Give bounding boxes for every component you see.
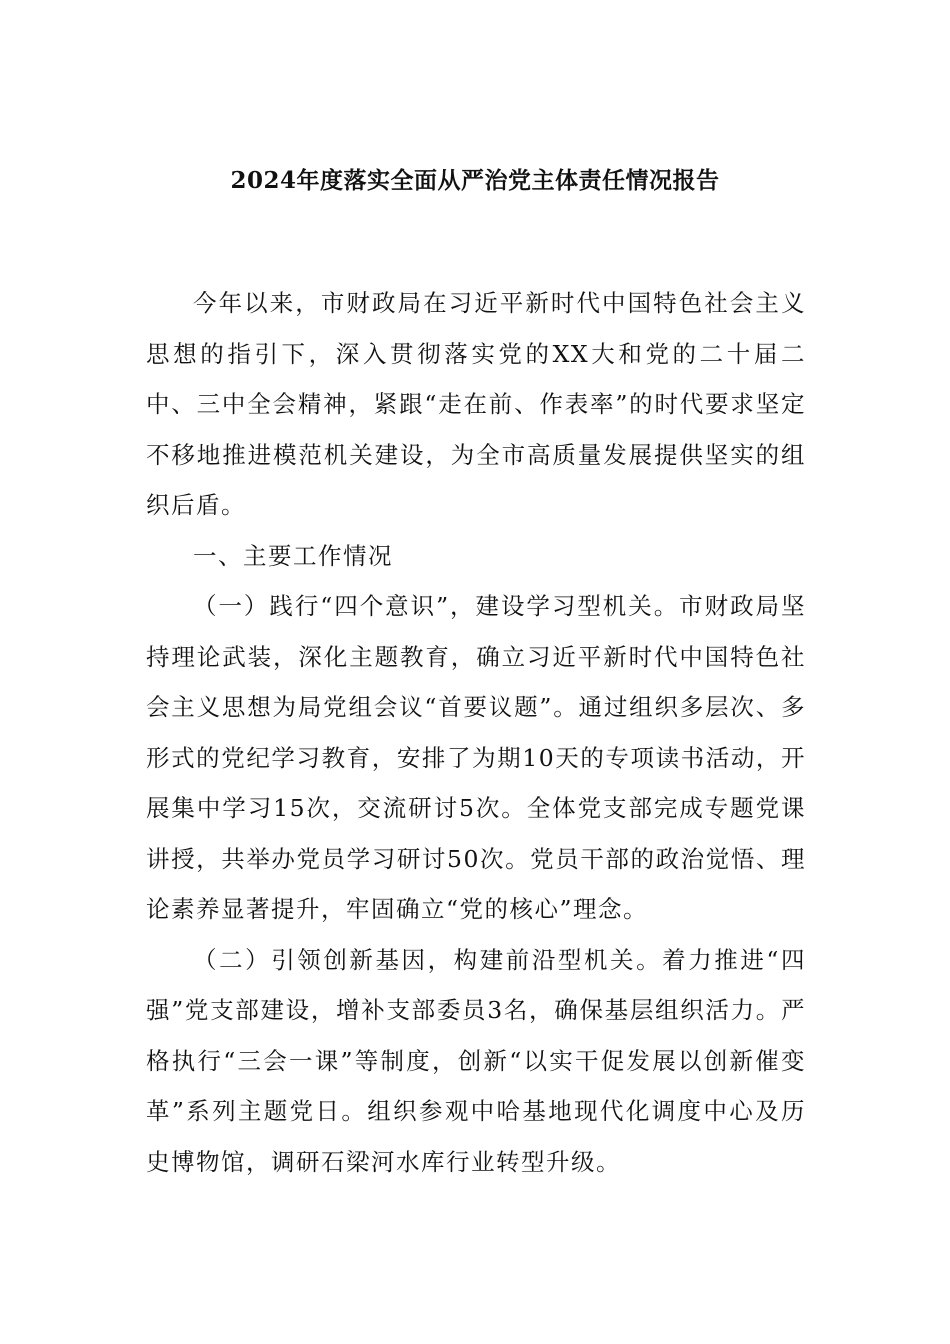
document-title: 2024年度落实全面从严治党主体责任情况报告 (230, 167, 720, 194)
subsection-paragraph-1: （一）践行“四个意识”，建设学习型机关。市财政局坚持理论武装，深化主题教育，确立习近平新时代中国特色社会主义思想为局党组会议“首要议题”。通过组织多层次、多形式的党纪学习教育，安排了为期10天的专项读书活动，开展集中学习15次，交流研讨5次。全体党支部完成专题党课讲授，共举办党员学习研讨50次。党员干部的政治觉悟、理论素养显著提升，牢固确立“党的核心”理念。 (146, 592, 806, 923)
document-body (146, 278, 806, 1187)
section-heading: 一、主要工作情况 (193, 541, 393, 570)
subsection-paragraph-2: （二）引领创新基因，构建前沿型机关。着力推进“四强”党支部建设，增补支部委员3名，确保基层组织活力。严格执行“三会一课”等制度，创新“以实干促发展以创新催变革”系列主题党日。组织参观中哈基地现代化调度中心及历史博物馆，调研石梁河水库行业转型升级。 (146, 945, 806, 1176)
intro-paragraph: 今年以来，市财政局在习近平新时代中国特色社会主义思想的指引下，深入贯彻落实党的XX大和党的二十届二中、三中全会精神，紧跟“走在前、作表率”的时代要求坚定不移地推进模范机关建设，为全市高质量发展提供坚实的组织后盾。 (146, 289, 806, 519)
